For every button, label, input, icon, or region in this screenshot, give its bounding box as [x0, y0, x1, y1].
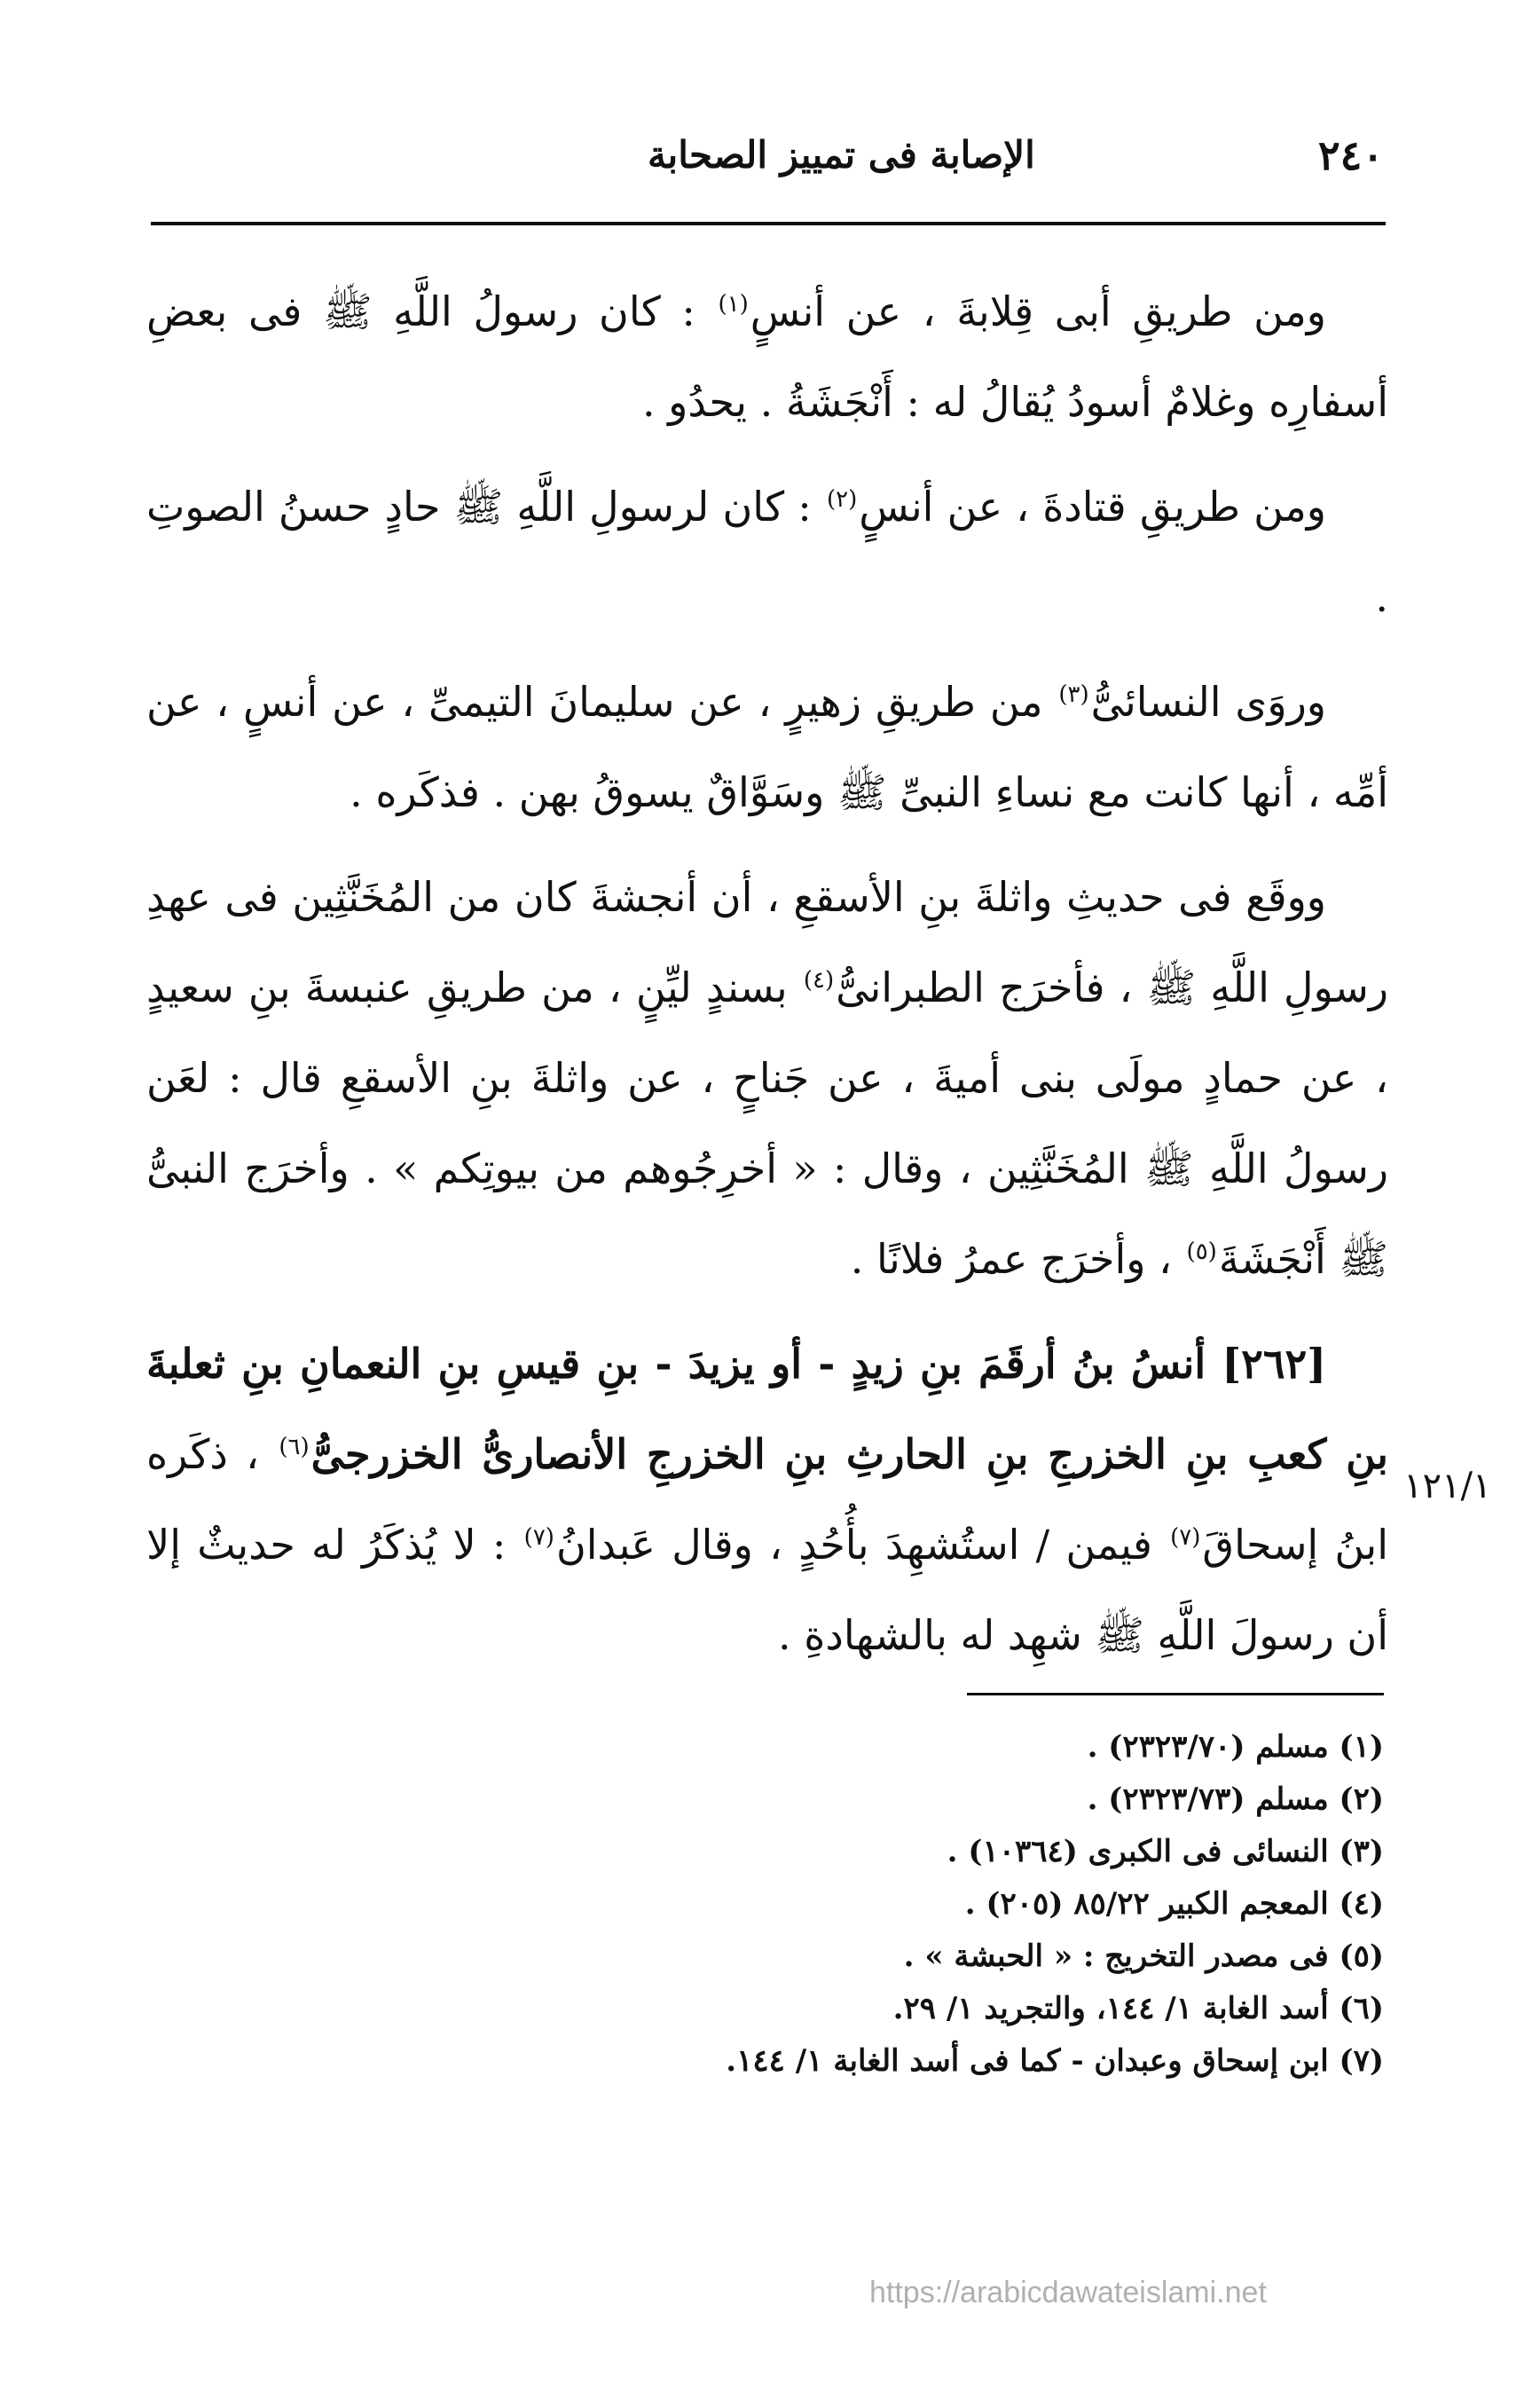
footnote-ref-6: (٦) — [279, 1433, 310, 1460]
footnote-item: (٣) النسائى فى الكبرى (١٠٣٦٤) . — [947, 1834, 1384, 1869]
paragraph-text: من طريقِ زهيرٍ ، عن سليمانَ التيمىِّ ، عن أنسٍ ، عن أمِّه ، أنها كانت مع نساءِ النبىِّ ﷺ وسَوَّاقٌ يسوقُ بهن . فذكَره . — [146, 678, 1388, 816]
header-rule — [151, 222, 1386, 225]
entry-text: : لا يُذكَرُ له حديثٌ إلا أن رسولَ اللَّهِ ﷺ شهِد له بالشهادةِ . — [146, 1521, 1388, 1659]
footnote-item: (٦) أسد الغابة ١/ ١٤٤، والتجريد ١/ ٢٩. — [892, 1991, 1384, 2026]
paragraph-text: ، وأخرَج عمرُ فلانًا . — [850, 1235, 1185, 1283]
paragraph-text: بسندٍ ليِّنٍ ، من طريقِ عنبسةَ بنِ سعيدٍ ، عن حمادٍ مولَى بنى أميةَ ، عن جَناحٍ ، عن واثلةَ بنِ الأسقعِ قال : لعَن رسولُ اللَّهِ ﷺ المُخَنَّثِين ، وقال : « أخرِجُوهم من بيوتِكم » . وأخرَج النبىُّ ﷺ أَنْجَشَةَ — [146, 964, 1388, 1283]
page-header — [151, 124, 1384, 204]
paragraph-text: : كان رسولُ اللَّهِ ﷺ فى بعضِ أسفارِه وغلامٌ أسودُ يُقالُ له : أَنْجَشَةُ . يحدُو . — [146, 287, 1388, 426]
entry-title: أنسُ بنُ أرقَمَ بنِ زيدٍ - أو يزيدَ - بنِ قيسِ بنِ النعمانِ بنِ ثعلبةَ بنِ كعبِ بنِ الخزرجِ بنِ الحارثِ بنِ الخزرجِ الأنصارىُّ الخزرجىُّ — [146, 1340, 1388, 1478]
biography-entry — [146, 1318, 1388, 1680]
running-title: الإصابة فى تمييز الصحابة — [648, 133, 1035, 177]
footnote-ref-5: (٥) — [1186, 1238, 1217, 1265]
footnote-item: (٧) ابن إسحاق وعبدان - كما فى أسد الغابة ١/ ١٤٤. — [726, 2043, 1384, 2079]
footnote-item: (٢) مسلم (٢٣٢٣/٧٣) . — [1087, 1782, 1384, 1817]
footnote-rule — [967, 1693, 1384, 1695]
footnote-ref-3: (٣) — [1058, 680, 1089, 708]
main-text — [146, 266, 1388, 1680]
footnote-ref-7: (٧) — [1170, 1523, 1201, 1551]
paragraph-text: ووقَع فى حديثِ واثلةَ بنِ الأسقعِ ، أن أنجشةَ كان من المُخَنَّثِين فى عهدِ رسولِ اللَّهِ ﷺ ، فأخرَج الطبرانىُّ — [146, 873, 1388, 1011]
footnote-ref-4: (٤) — [803, 966, 835, 994]
entry-number: [٢٦٢] — [1222, 1340, 1326, 1388]
footnote-ref-1: (١) — [718, 290, 749, 318]
margin-note: ١٢١/١ — [1403, 1466, 1492, 1506]
paragraph-text: ومن طريقِ أبى قِلابةَ ، عن أنسٍ — [750, 287, 1326, 335]
footnote-ref-7: (٧) — [523, 1523, 554, 1551]
page-number: ٢٤٠ — [1317, 131, 1384, 179]
paragraph-text: : كان لرسولِ اللَّهِ ﷺ حادٍ حسنُ الصوتِ . — [146, 483, 1388, 621]
paragraph-3 — [146, 657, 1388, 838]
entry-text: ، ذكَره ابنُ إسحاقَ — [146, 1430, 1388, 1569]
paragraph-text: ومن طريقِ قتادةَ ، عن أنسٍ — [859, 483, 1326, 531]
footnotes — [621, 1721, 1384, 2088]
entry-text: فيمن / استُشهِدَ بأُحُدٍ ، وقال عَبدانُ — [555, 1521, 1169, 1569]
watermark: https://arabicdawateislami.net — [869, 2276, 1267, 2309]
paragraph-4 — [146, 852, 1388, 1304]
footnote-item: (١) مسلم (٢٣٢٣/٧٠) . — [1087, 1729, 1384, 1765]
footnote-item: (٤) المعجم الكبير ٨٥/٢٢ (٢٠٥) . — [964, 1886, 1384, 1922]
footnote-ref-2: (٢) — [826, 485, 858, 513]
paragraph-text: وروَى النسائىُّ — [1090, 678, 1327, 726]
footnote-item: (٥) فى مصدر التخريج : « الحبشة » . — [903, 1939, 1384, 1974]
paragraph-1 — [146, 266, 1388, 447]
paragraph-2 — [146, 461, 1388, 642]
